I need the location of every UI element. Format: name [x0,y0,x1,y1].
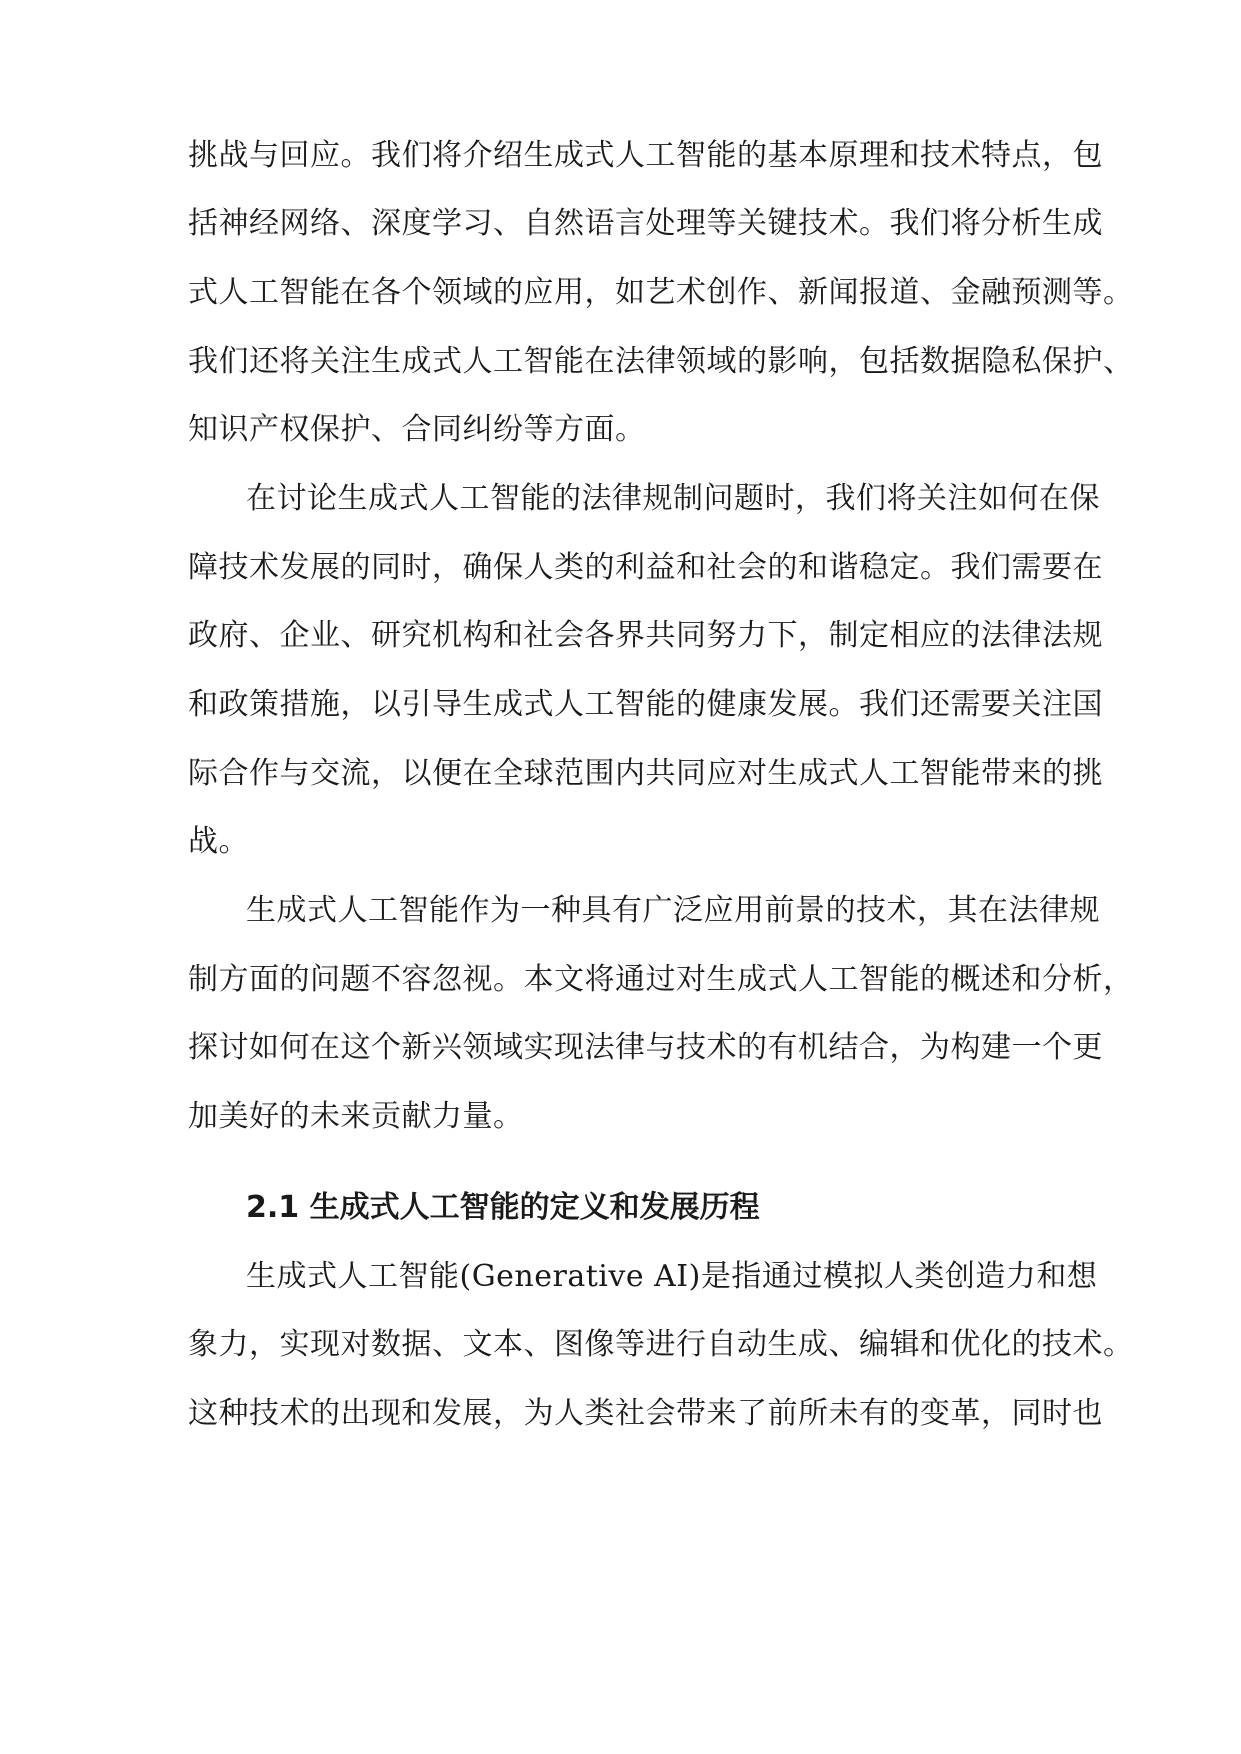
paragraph-3-line-4: 加美好的未来贡献力量。 [188,1099,524,1134]
section-paragraph-line-2: 象力，实现对数据、文本、图像等进行自动生成、编辑和优化的技术。 [188,1327,1134,1362]
paragraph-1-line-3: 式人工智能在各个领域的应用，如艺术创作、新闻报道、金融预测等。 [188,275,1134,310]
section-paragraph-line-1: 生成式人工智能(Generative AI)是指通过模拟人类创造力和想 [246,1259,1098,1294]
paragraph-3-line-3: 探讨如何在这个新兴领域实现法律与技术的有机结合，为构建一个更 [188,1030,1103,1065]
paragraph-1-line-1: 挑战与回应。我们将介绍生成式人工智能的基本原理和技术特点，包 [188,138,1103,173]
section-heading: 2.1 生成式人工智能的定义和发展历程 [246,1190,760,1225]
paragraph-2-line-3: 政府、企业、研究机构和社会各界共同努力下，制定相应的法律法规 [188,618,1103,653]
paragraph-1-line-2: 括神经网络、深度学习、自然语言处理等关键技术。我们将分析生成 [188,206,1103,241]
paragraph-1-line-4: 我们还将关注生成式人工智能在法律领域的影响，包括数据隐私保护、 [188,344,1134,379]
paragraph-1-line-5: 知识产权保护、合同纠纷等方面。 [188,412,646,447]
section-paragraph-line-3: 这种技术的出现和发展，为人类社会带来了前所未有的变革，同时也 [188,1396,1103,1431]
paragraph-2-line-6: 战。 [188,824,249,859]
paragraph-3-line-2: 制方面的问题不容忽视。本文将通过对生成式人工智能的概述和分析， [188,962,1134,997]
paragraph-2-line-5: 际合作与交流，以便在全球范围内共同应对生成式人工智能带来的挑 [188,756,1103,791]
paragraph-2-line-4: 和政策措施，以引导生成式人工智能的健康发展。我们还需要关注国 [188,687,1103,722]
paragraph-3-line-1: 生成式人工智能作为一种具有广泛应用前景的技术，其在法律规 [246,893,1100,928]
paragraph-2-line-1: 在讨论生成式人工智能的法律规制问题时，我们将关注如何在保 [246,481,1100,516]
paragraph-2-line-2: 障技术发展的同时，确保人类的利益和社会的和谐稳定。我们需要在 [188,550,1103,585]
